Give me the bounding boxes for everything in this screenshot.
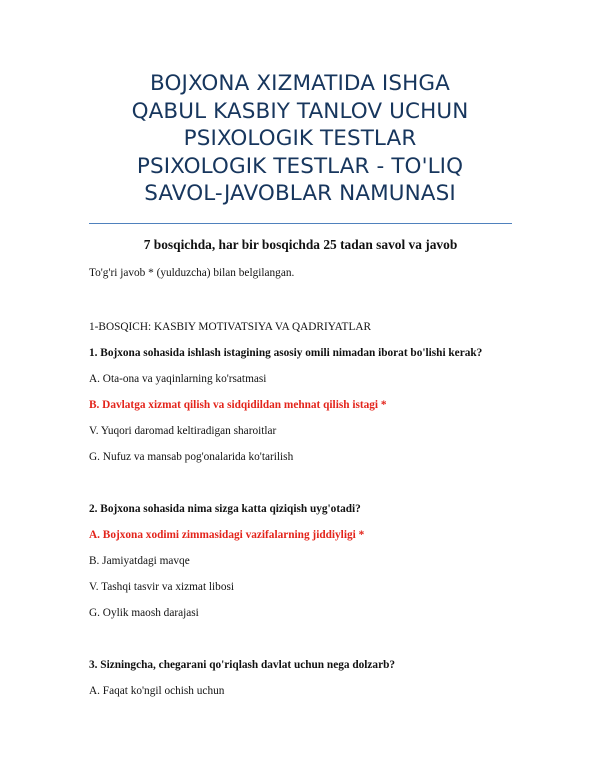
answer-option: V. Tashqi tasvir va xizmat libosi: [89, 581, 235, 593]
document-subtitle: 7 bosqichda, har bir bosqichda 25 tadan savol va javob: [143, 237, 458, 252]
answer-option: A. Faqat ko'ngil ochish uchun: [89, 685, 225, 697]
title-line: SAVOL-JAVOBLAR NAMUNASI: [144, 181, 456, 207]
answer-option: G. Nufuz va mansab pog'onalarida ko'tarilish: [89, 451, 294, 463]
answer-option: A. Ota-ona va yaqinlarning ko'rsatmasi: [89, 373, 267, 385]
answer-option: V. Yuqori daromad keltiradigan sharoitlar: [89, 425, 277, 437]
title-line: PSIXOLOGIK TESTLAR: [183, 126, 417, 152]
answer-option: G. Oylik maosh darajasi: [89, 607, 199, 619]
document-title: [90, 70, 510, 208]
title-line: BOJXONA XIZMATIDA ISHGA: [150, 71, 450, 96]
correct-answer-option: B. Davlatga xizmat qilish va sidqidildan mehnat qilish istagi *: [89, 399, 387, 411]
section-heading: 1-BOSQICH: KASBIY MOTIVATSIYA VA QADRIYATLAR: [89, 321, 372, 333]
title-divider: [89, 223, 512, 224]
question-3: 3. Sizningcha, chegarani qo'riqlash davlat uchun nega dolzarb?: [89, 659, 396, 671]
answer-key-note: To'g'ri javob * (yulduzcha) bilan belgilangan.: [89, 267, 295, 279]
question-2: 2. Bojxona sohasida nima sizga katta qiziqish uyg'otadi?: [89, 503, 361, 515]
title-line: QABUL KASBIY TANLOV UCHUN: [131, 98, 469, 124]
correct-answer-option: A. Bojxona xodimi zimmasidagi vazifalarning jiddiyligi *: [89, 529, 365, 541]
answer-option: B. Jamiyatdagi mavqe: [89, 555, 190, 567]
question-1: 1. Bojxona sohasida ishlash istagining asosiy omili nimadan iborat bo'lishi kerak?: [89, 347, 483, 359]
title-line: PSIXOLOGIK TESTLAR - TO'LIQ: [136, 153, 464, 179]
